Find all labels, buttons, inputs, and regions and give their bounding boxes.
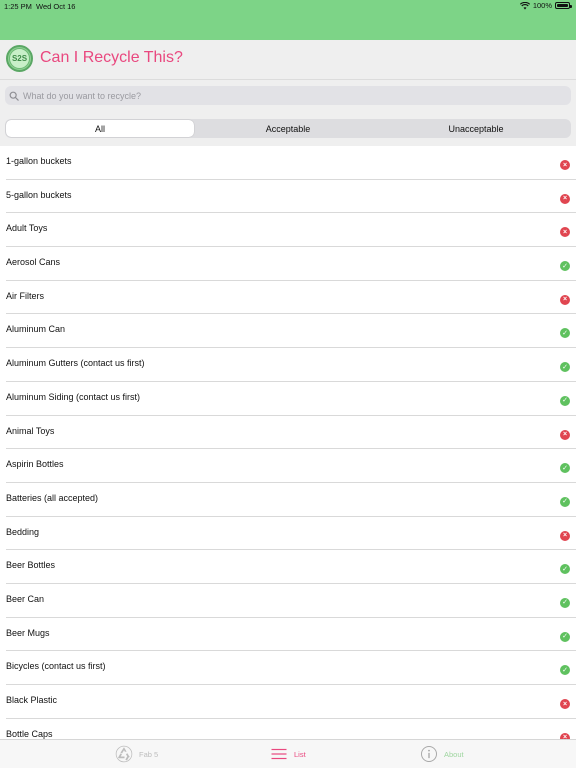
page-title: Can I Recycle This? bbox=[40, 49, 183, 66]
x-icon: × bbox=[560, 531, 570, 541]
checkmark-icon: ✓ bbox=[560, 564, 570, 574]
list-item[interactable] bbox=[6, 281, 576, 315]
filter-unacceptable[interactable]: Unacceptable bbox=[448, 123, 504, 134]
battery-icon bbox=[555, 2, 570, 9]
list-item-label: Bottle Caps bbox=[6, 728, 53, 739]
checkmark-icon: ✓ bbox=[560, 463, 570, 473]
tab-bar bbox=[0, 739, 576, 768]
list-item-label: Aluminum Siding (contact us first) bbox=[6, 391, 141, 402]
search-icon bbox=[9, 91, 19, 101]
list-item-label: Bedding bbox=[6, 526, 40, 537]
list-item-label: Beer Can bbox=[6, 593, 45, 604]
list-item[interactable] bbox=[6, 584, 576, 618]
list-item[interactable] bbox=[6, 213, 576, 247]
list-item[interactable] bbox=[6, 382, 576, 416]
list-item-label: Batteries (all accepted) bbox=[6, 492, 99, 503]
list-item[interactable] bbox=[6, 247, 576, 281]
x-icon: × bbox=[560, 194, 570, 204]
search-box[interactable] bbox=[5, 86, 571, 105]
list-item-label: Beer Mugs bbox=[6, 627, 50, 638]
recycle-icon bbox=[115, 745, 133, 763]
app-header bbox=[0, 40, 576, 80]
list-item[interactable] bbox=[6, 449, 576, 483]
list-item-label: Animal Toys bbox=[6, 425, 55, 436]
x-icon: × bbox=[560, 699, 570, 709]
x-icon: × bbox=[560, 160, 570, 170]
search-bar bbox=[0, 80, 576, 110]
list-item[interactable] bbox=[6, 180, 576, 214]
filter-bar bbox=[0, 110, 576, 146]
status-time: 1:25 PM bbox=[4, 2, 32, 11]
x-icon: × bbox=[560, 430, 570, 440]
recycle-item-list bbox=[0, 146, 576, 739]
checkmark-icon: ✓ bbox=[560, 396, 570, 406]
list-item[interactable] bbox=[6, 314, 576, 348]
list-item-label: Aluminum Gutters (contact us first) bbox=[6, 358, 145, 369]
list-item-label: Aluminum Can bbox=[6, 324, 66, 335]
checkmark-icon: ✓ bbox=[560, 362, 570, 372]
tab-fab-5[interactable] bbox=[115, 745, 158, 763]
list-item-label: 1-gallon buckets bbox=[6, 156, 72, 166]
x-icon: × bbox=[560, 227, 570, 237]
x-icon: × bbox=[560, 733, 570, 739]
tab-about-label: About bbox=[444, 749, 464, 759]
list-item-label: Bicycles (contact us first) bbox=[6, 661, 106, 672]
checkmark-icon: ✓ bbox=[560, 598, 570, 608]
status-right bbox=[520, 1, 570, 10]
list-item-label: Aerosol Cans bbox=[6, 257, 61, 268]
list-item-label: Aspirin Bottles bbox=[6, 459, 64, 470]
list-item-label: 5-gallon buckets bbox=[6, 189, 72, 200]
list-item[interactable] bbox=[6, 517, 576, 551]
list-item-label: Adult Toys bbox=[6, 223, 48, 234]
list-item-label: Black Plastic bbox=[6, 695, 58, 705]
checkmark-icon: ✓ bbox=[560, 497, 570, 507]
filter-all[interactable]: All bbox=[6, 120, 194, 137]
list-item[interactable] bbox=[6, 416, 576, 450]
tab-about[interactable] bbox=[420, 745, 464, 763]
checkmark-icon: ✓ bbox=[560, 261, 570, 271]
battery-percent: 100% bbox=[532, 1, 552, 10]
tab-list[interactable] bbox=[270, 745, 306, 763]
list-item[interactable] bbox=[6, 685, 576, 719]
search-input[interactable] bbox=[23, 91, 543, 101]
wifi-icon bbox=[520, 2, 530, 10]
checkmark-icon: ✓ bbox=[560, 665, 570, 675]
list-icon bbox=[270, 745, 288, 763]
x-icon: × bbox=[560, 295, 570, 305]
tab-list-label: List bbox=[294, 749, 306, 759]
tab-fab-5-label: Fab 5 bbox=[139, 749, 159, 759]
logo-text: S2S bbox=[9, 48, 30, 69]
status-date: Wed Oct 16 bbox=[36, 2, 76, 11]
list-item[interactable] bbox=[6, 651, 576, 685]
list-item[interactable] bbox=[6, 146, 576, 180]
list-item-label: Air Filters bbox=[6, 290, 44, 301]
list-item[interactable] bbox=[6, 348, 576, 382]
list-item-label: Beer Bottles bbox=[6, 560, 56, 571]
list-item[interactable] bbox=[6, 719, 576, 739]
filter-segmented-control bbox=[5, 119, 571, 138]
filter-acceptable[interactable]: Acceptable bbox=[265, 123, 311, 134]
list-item[interactable] bbox=[6, 618, 576, 652]
checkmark-icon: ✓ bbox=[560, 632, 570, 642]
checkmark-icon: ✓ bbox=[560, 328, 570, 338]
list-item[interactable] bbox=[6, 550, 576, 584]
app-logo bbox=[6, 45, 33, 72]
info-icon bbox=[420, 745, 438, 763]
list-item[interactable] bbox=[6, 483, 576, 517]
status-bar bbox=[0, 0, 576, 40]
